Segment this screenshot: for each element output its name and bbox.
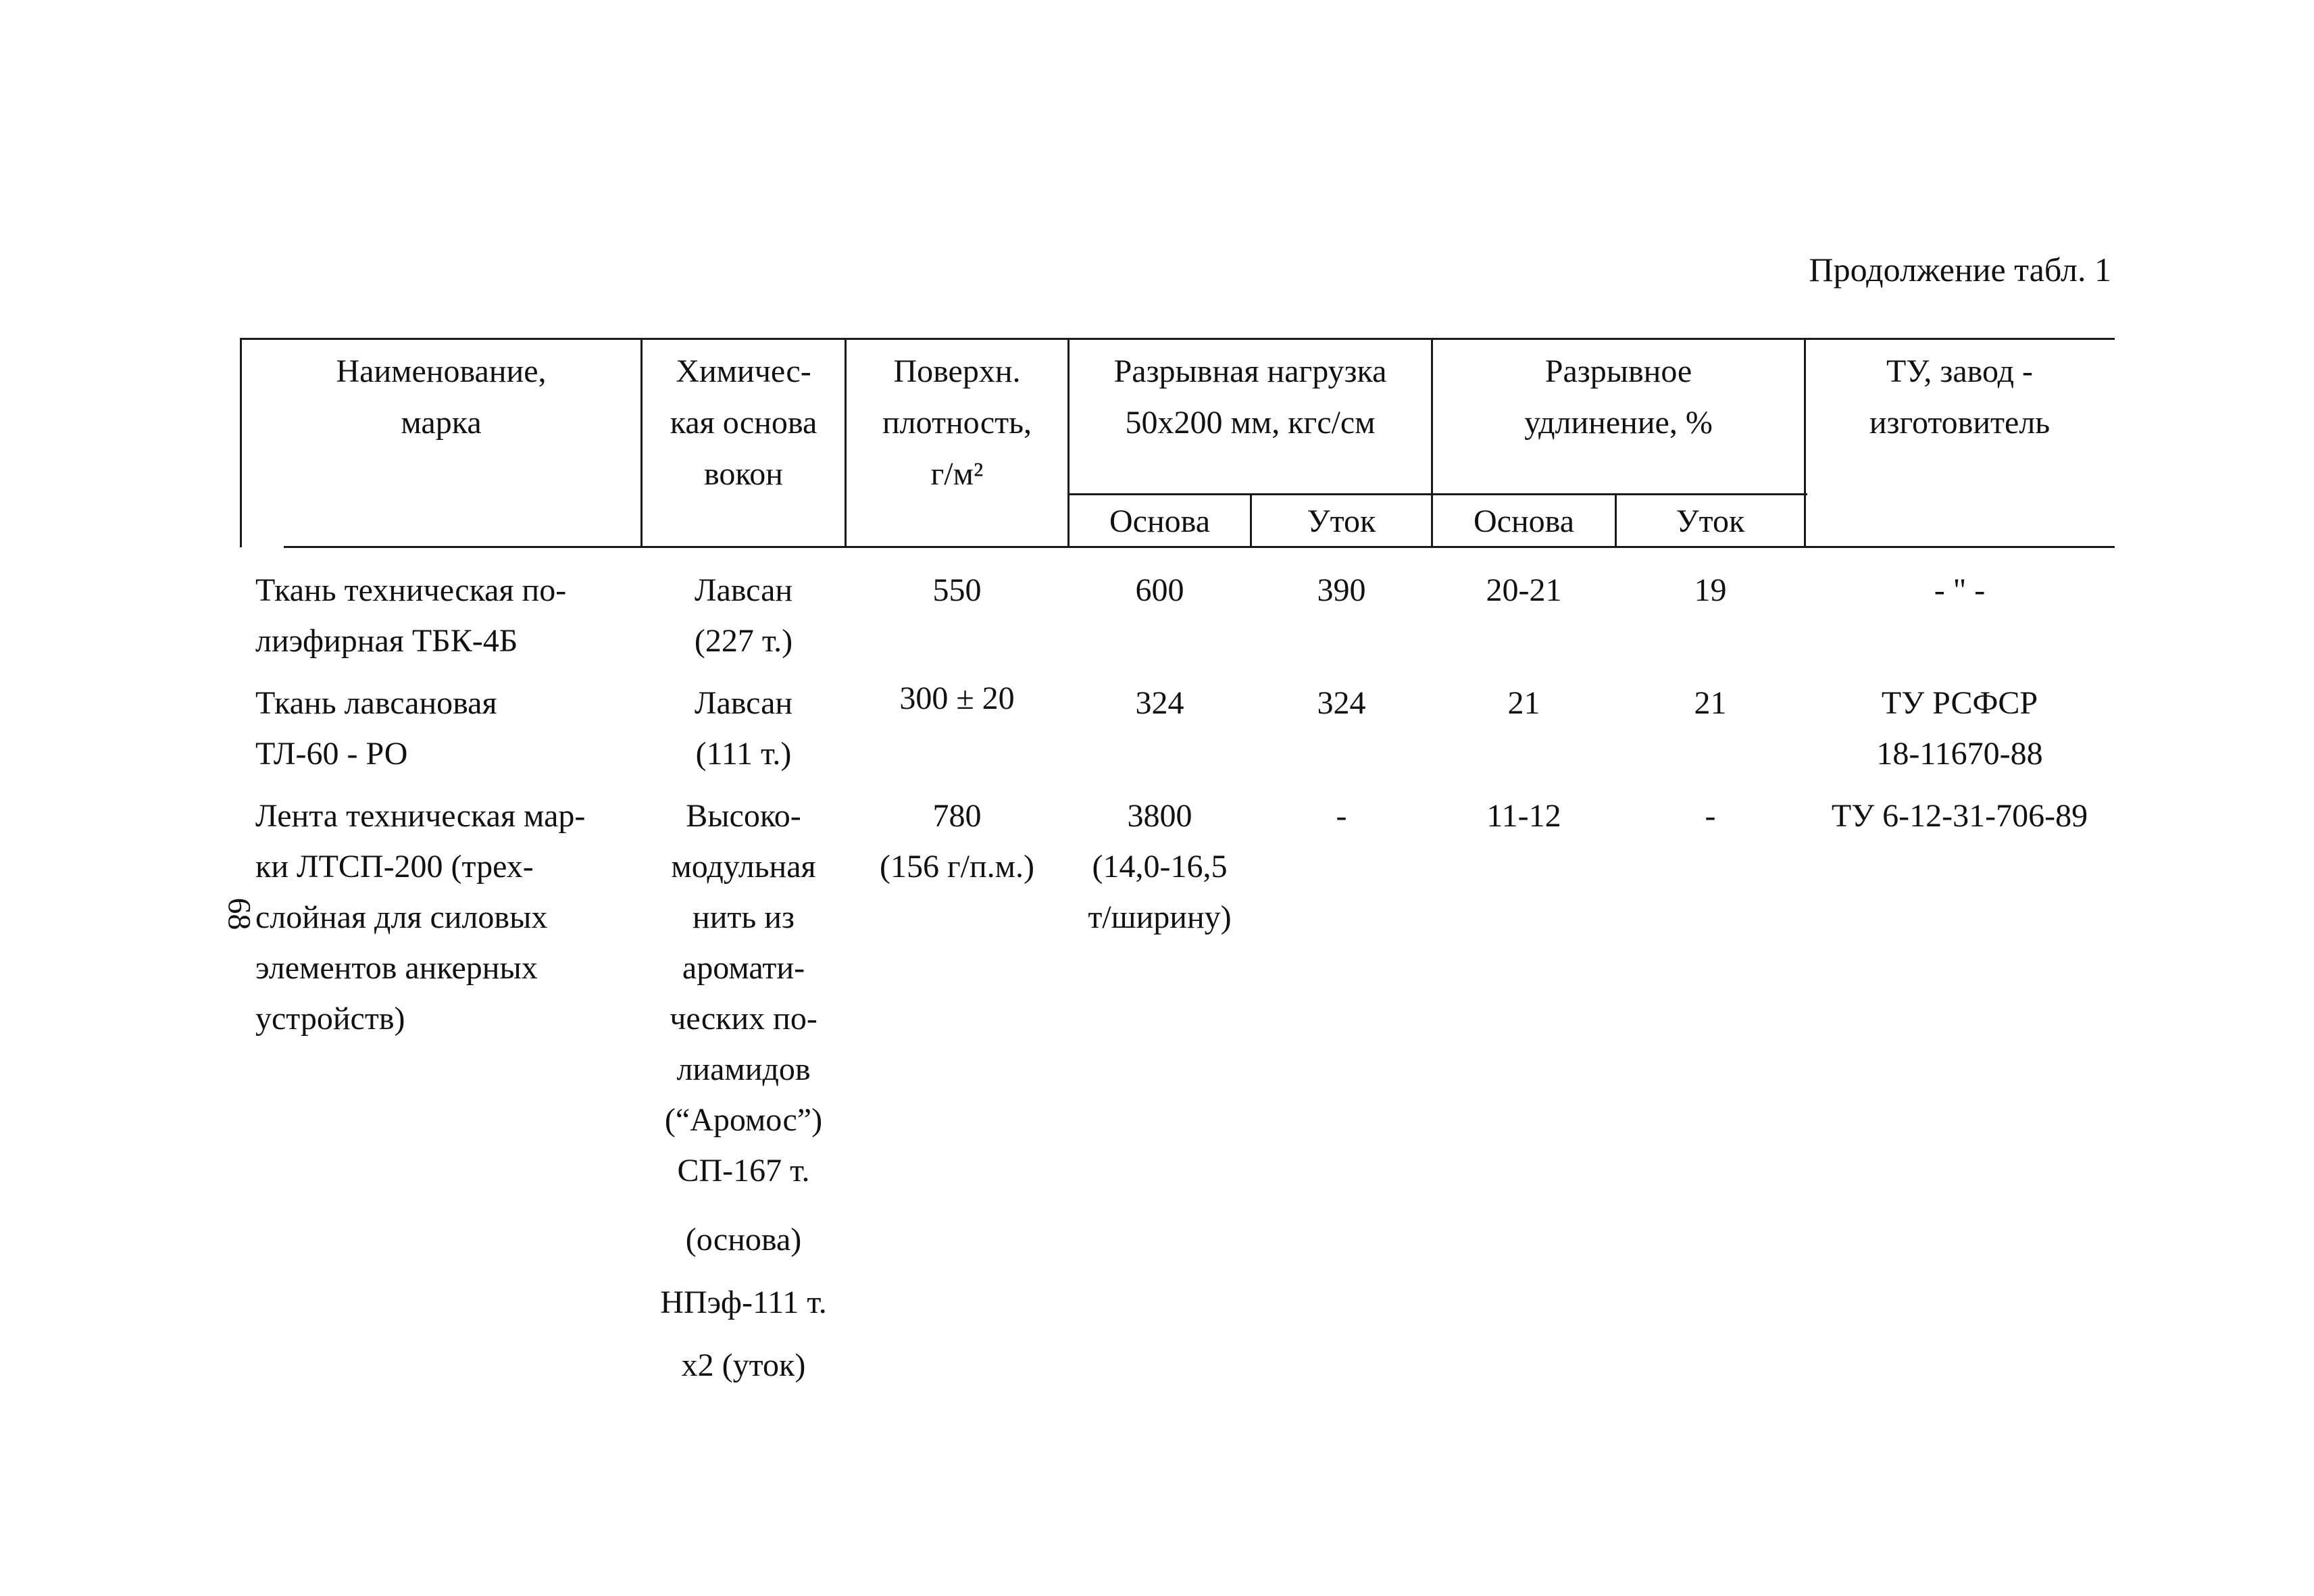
- row3-elong-warp: 11-12: [1486, 798, 1561, 834]
- row3-chem-extra: (основа) НПэф-111 т. х2 (уток): [660, 1222, 827, 1383]
- row1-load-warp: 600: [1135, 572, 1184, 608]
- row2-elong-weft: 21: [1694, 685, 1727, 721]
- header-bottom-rule: [284, 546, 2115, 548]
- row3-load-warp: 3800 (14,0-16,5 т/ширину): [1088, 798, 1232, 935]
- header-load: Разрывная нагрузка 50х200 мм, кгс/см: [1113, 353, 1387, 441]
- row1-tu: - " -: [1934, 572, 1986, 608]
- table-top-rule: [240, 338, 2115, 340]
- row1-chem: Лавсан (227 т.): [694, 572, 793, 659]
- row2-tu: ТУ РСФСР 18-11670-88: [1876, 685, 2043, 772]
- table-caption: Продолжение табл. 1: [1809, 251, 2111, 289]
- row2-load-warp: 324: [1135, 685, 1184, 721]
- row2-chem: Лавсан (111 т.): [694, 685, 793, 772]
- subheader-load-warp: Основа: [1109, 503, 1210, 539]
- row1-name: Ткань техническая по- лиэфирная ТБК-4Б: [255, 572, 567, 659]
- row1-load-weft: 390: [1317, 572, 1366, 608]
- subheader-elong-warp: Основа: [1474, 503, 1574, 539]
- row2-elong-warp: 21: [1507, 685, 1540, 721]
- header-elong: Разрывное удлинение, %: [1524, 353, 1713, 441]
- row3-load-weft: -: [1336, 798, 1347, 834]
- row3-elong-weft: -: [1705, 798, 1716, 834]
- row1-density: 550: [932, 572, 982, 608]
- page-number: 68: [221, 897, 257, 930]
- row3-chem: Высоко- модульная нить из аромати- ческих по- лиамидов (“Аромос”) СП-167 т.: [664, 798, 823, 1189]
- row1-elong-weft: 19: [1694, 572, 1727, 608]
- header-chem: Химичес- кая основа вокон: [670, 353, 818, 492]
- row3-density: 780 (156 г/п.м.): [879, 798, 1035, 884]
- row3-tu: ТУ 6-12-31-706-89: [1831, 798, 2088, 834]
- row2-load-weft: 324: [1317, 685, 1366, 721]
- row2-name: Ткань лавсановая ТЛ-60 - РО: [255, 685, 497, 772]
- subheader-elong-weft: Уток: [1676, 503, 1745, 539]
- header-tu: ТУ, завод - изготовитель: [1869, 353, 2051, 441]
- subheader-rule: [1067, 493, 1807, 495]
- row3-name: Лента техническая мар- ки ЛТСП-200 (трех- слойная для силовых элементов анкерных устройств): [255, 798, 586, 1037]
- row1-elong-warp: 20-21: [1486, 572, 1562, 608]
- row2-density: 300 ± 20: [899, 680, 1015, 716]
- subheader-load-weft: Уток: [1307, 503, 1376, 539]
- header-name: Наименование, марка: [336, 353, 547, 441]
- header-density: Поверхн. плотность, г/м²: [882, 353, 1032, 492]
